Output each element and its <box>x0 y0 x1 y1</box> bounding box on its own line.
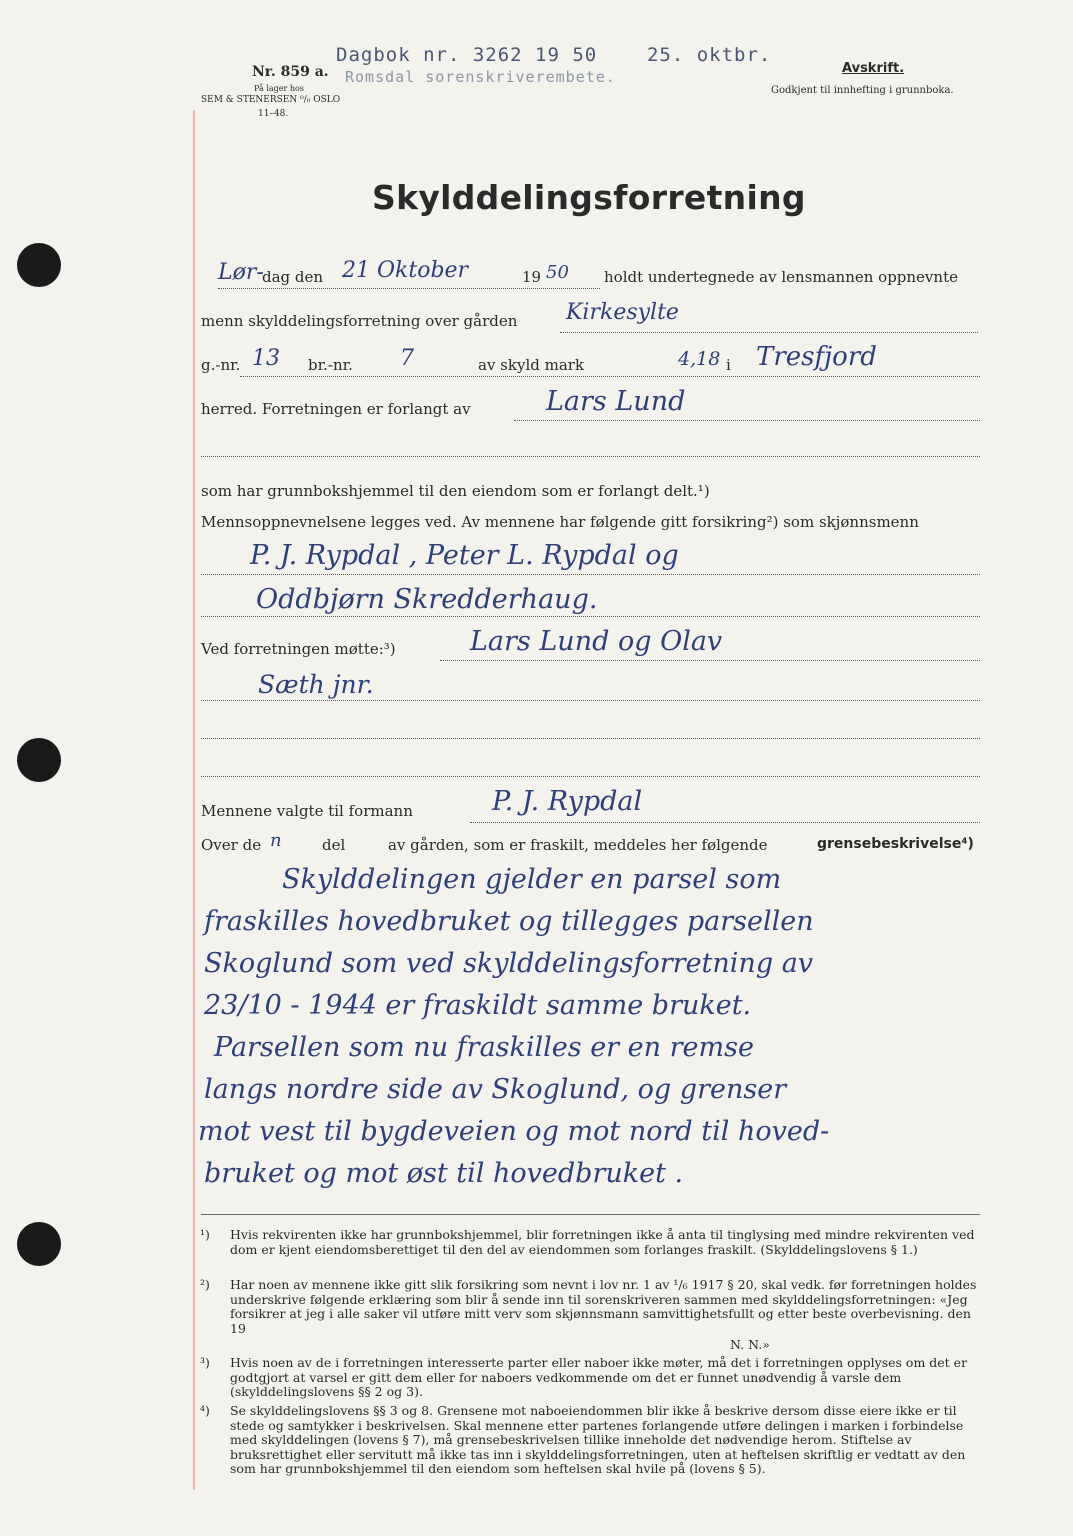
day-handwritten: Lør- <box>218 260 264 285</box>
year-handwritten: 50 <box>546 262 569 283</box>
footnote-number: ²) <box>200 1277 210 1292</box>
skyld-handwritten: 4,18 <box>678 348 721 370</box>
fill-line <box>201 616 980 617</box>
footnote <box>200 1278 980 1336</box>
field-label: av skyld mark <box>478 356 585 374</box>
form-number: Nr. 859 a. <box>252 64 329 80</box>
field-label: del <box>322 836 346 854</box>
attendees-handwritten: Sæth jnr. <box>258 670 374 699</box>
field-label: Mennsoppnevnelsene legges ved. Av mennene har følgende gitt forsikring²) som skjønnsmenn <box>201 513 919 531</box>
footnote-ref-text: som har grunnbokshjemmel til den eiendom som er forlangt delt.¹) <box>201 482 710 500</box>
footnote-number: ⁴) <box>200 1403 210 1418</box>
footnote-text: Hvis rekvirenten ikke har grunnbokshjemmel, blir forretningen ikke å anta til tinglysing med mindre rekvirenten ved dom er kjent eiendomsberettiget til den del av eiendommen som forlanges fraskilt. (Skylddelingslovens § 1.) <box>230 1227 975 1257</box>
footnote <box>200 1404 980 1477</box>
punch-hole <box>17 243 61 287</box>
boundary-line-handwritten: Skoglund som ved skylddelingsforretning av <box>204 948 814 979</box>
fill-line <box>440 660 980 661</box>
journal-stamp: Dagbok nr. 3262 19 50 25. oktbr. <box>336 44 772 66</box>
fill-line <box>201 574 980 575</box>
brnr-handwritten: 7 <box>400 346 414 371</box>
field-label: Mennene valgte til formann <box>201 802 413 820</box>
punch-hole <box>17 738 61 782</box>
municipality-handwritten: Tresfjord <box>756 342 877 372</box>
footnote-text: Har noen av mennene ikke gitt slik forsikring som nevnt i lov nr. 1 av ¹/₆ 1917 § 20, skal vedk. før forretningen holdes underskrive følgende erklæring som blir å sende inn til sorenskriveren sammen med skylddelingsforretningen: «Jeg forsikrer at jeg i alle saker vil utføre mitt verv som skjønnsmann samvittighetsfullt og etter beste overbevisning. den 19 <box>230 1277 977 1336</box>
fill-line <box>201 700 980 701</box>
field-label: br.-nr. <box>308 356 353 374</box>
punch-hole <box>17 1222 61 1266</box>
field-label: holdt undertegnede av lensmannen oppnevnte <box>604 268 958 286</box>
fill-line <box>514 420 980 421</box>
boundary-line-handwritten: bruket og mot øst til hovedbruket . <box>204 1158 684 1189</box>
field-label: menn skylddelingsforretning over gården <box>201 312 518 330</box>
farm-name-handwritten: Kirkesylte <box>566 300 679 325</box>
footnote-signature <box>730 1338 830 1353</box>
fill-line <box>218 288 600 289</box>
field-label: i <box>726 356 731 374</box>
footnote-text: N. N.» <box>730 1337 770 1352</box>
handwritten-letter: n <box>270 830 282 851</box>
date-handwritten: 21 Oktober <box>342 258 469 283</box>
footnote-text: Hvis noen av de i forretningen interesserte parter eller naboer ikke møter, må det i forretningen opplyses om det er godtgjort at varsel er gitt dem eller for naboers vedkommende om det er funnet unødvendig å varsle dem (skylddelingslovens §§ 2 og 3). <box>230 1355 968 1399</box>
copy-label: Avskrift. <box>842 61 905 76</box>
requester-handwritten: Lars Lund <box>546 386 686 417</box>
footnote-text: Se skylddelingslovens §§ 3 og 8. Grensene mot naboeiendommen blir ikke å beskrive dersom disse eiere ikke er til stede og samtykker i beskrivelsen. Skal mennene etter partenes forlangende utføre delingen i marken i forbindelse med skylddelingen (lovens § 7), må grensebeskrivelsen tillike inneholde det nødvendige herom. Stiftelse av bruksrettighet eller servitutt må ikke tas inn i skylddelingsforretningen, uten at heftelsen skriftlig er vedtatt av den som har grunnbokshjemmel til den eiendom som heftelsen skal hvile på (lovens § 5). <box>230 1403 966 1476</box>
boundary-line-handwritten: fraskilles hovedbruket og tillegges parsellen <box>204 906 814 937</box>
boundary-line-handwritten: Parsellen som nu fraskilles er en remse <box>214 1032 754 1063</box>
fill-line <box>201 776 980 777</box>
footnote-number: ³) <box>200 1355 210 1370</box>
publisher-line: På lager hos <box>254 84 304 93</box>
appraisers-handwritten: P. J. Rypdal , Peter L. Rypdal og <box>250 540 679 571</box>
publisher-line: SEM & STENERSEN ⁰/₀ OSLO <box>201 95 341 105</box>
footnote-number: ¹) <box>200 1227 210 1242</box>
boundary-line-handwritten: 23/10 - 1944 er fraskildt samme bruket. <box>204 990 752 1021</box>
field-label: herred. Forretningen er forlangt av <box>201 400 471 418</box>
copy-note: Godkjent til innhefting i grunnboka. <box>771 85 954 96</box>
boundary-line-handwritten: langs nordre side av Skoglund, og grenser <box>204 1074 787 1105</box>
year-prefix: 19 <box>522 268 542 286</box>
fill-line <box>560 332 978 333</box>
fill-line <box>470 822 980 823</box>
court-stamp: Romsdal sorenskriverembete. <box>345 68 616 86</box>
publisher-line: 11–48. <box>258 109 289 119</box>
field-label: g.-nr. <box>201 356 241 374</box>
footnote <box>200 1228 980 1257</box>
page-title: Skylddelingsforretning <box>372 178 806 217</box>
field-label: dag den <box>262 268 324 286</box>
appraisers-handwritten: Oddbjørn Skredderhaug. <box>256 584 598 615</box>
field-label: Ved forretningen møtte:³) <box>201 640 396 658</box>
boundary-label: grensebeskrivelse⁴) <box>817 836 974 852</box>
fill-line <box>240 376 980 377</box>
attendees-handwritten: Lars Lund og Olav <box>470 626 723 657</box>
footnote <box>200 1356 980 1400</box>
boundary-line-handwritten: Skylddelingen gjelder en parsel som <box>282 864 782 895</box>
fill-line <box>201 456 980 457</box>
gnr-handwritten: 13 <box>252 346 280 371</box>
footnote-divider <box>201 1214 980 1215</box>
chairman-handwritten: P. J. Rypdal <box>492 786 643 817</box>
boundary-line-handwritten: mot vest til bygdeveien og mot nord til hoved- <box>198 1116 830 1147</box>
fill-line <box>201 738 980 739</box>
margin-rule <box>193 110 195 1490</box>
field-label: av gården, som er fraskilt, meddeles her følgende <box>388 836 768 854</box>
field-label: Over de <box>201 836 262 854</box>
